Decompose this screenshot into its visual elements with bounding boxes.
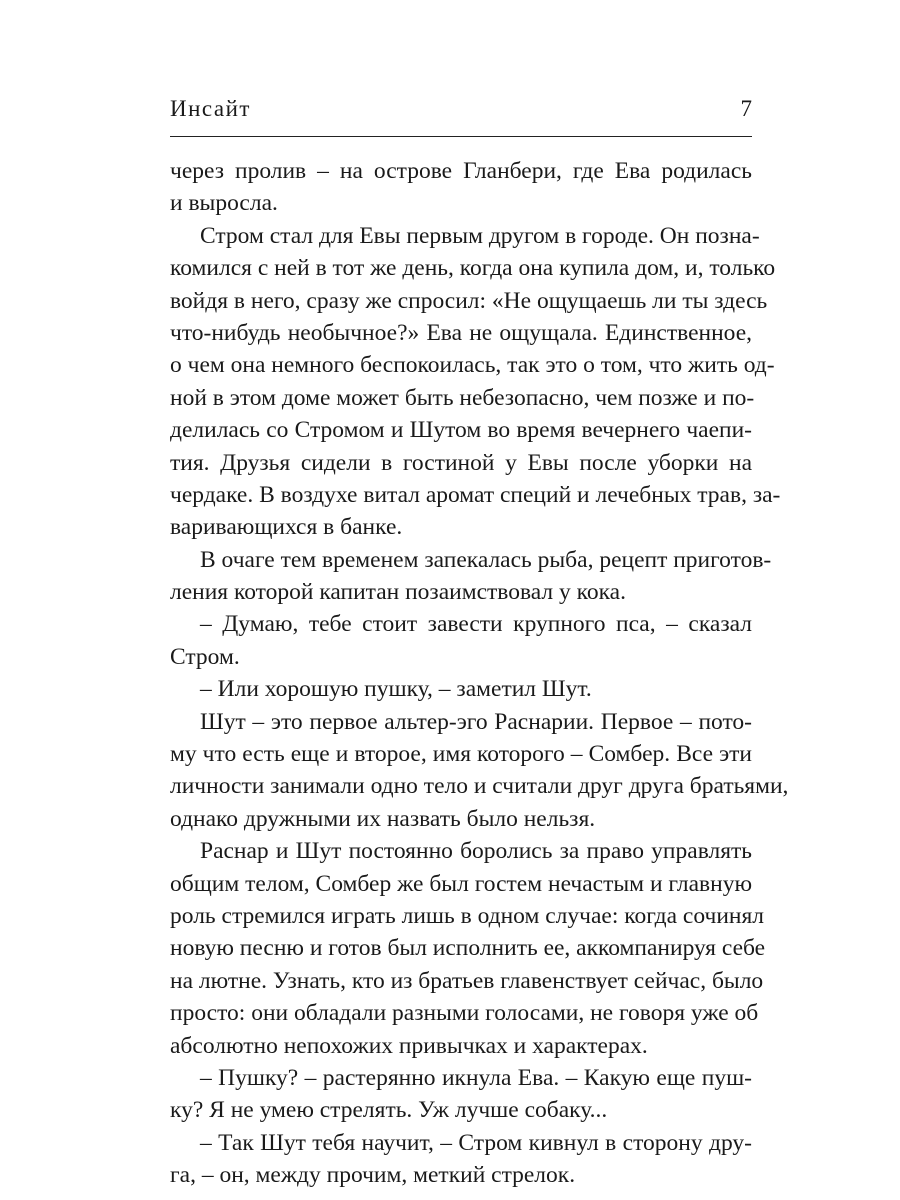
text-line: делилась со Стромом и Шутом во время вечернего чаепи-	[170, 417, 752, 444]
text-line: общим телом, Сомбер же был гостем нечастым и главную	[170, 870, 752, 897]
text-line: ку? Я не умею стрелять. Уж лучше собаку...	[170, 1097, 608, 1124]
running-title: Инсайт	[170, 96, 251, 121]
text-line: просто: они обладали разными голосами, не говоря уже об	[170, 1000, 759, 1027]
text-line: о чем она немного беспокоилась, так это о том, что жить од-	[170, 352, 775, 379]
page-number: 7	[740, 96, 752, 121]
text-line: чердаке. В воздухе витал аромат специй и лечебных трав, за-	[170, 481, 781, 508]
text-line: Стром.	[170, 643, 240, 670]
text-line: комился с ней в тот же день, когда она купила дом, и, только	[170, 255, 776, 282]
text-line: войдя в него, сразу же спросил: «Не ощущаешь ли ты здесь	[170, 287, 768, 314]
text-line: личности занимали одно тело и считали друг друга братьями,	[170, 773, 789, 800]
text-line: на лютне. Узнать, кто из братьев главенствует сейчас, было	[170, 967, 764, 994]
text-line: и выросла.	[170, 190, 278, 217]
text-line: Шут – это первое альтер-эго Раснарии. Первое – пото-	[200, 708, 752, 735]
text-line: варивающихся в банке.	[170, 514, 403, 541]
text-line: га, – он, между прочим, меткий стрелок.	[170, 1162, 576, 1189]
text-line: абсолютно непохожих привычках и характерах.	[170, 1032, 648, 1059]
text-line: – Пушку? – растерянно икнула Ева. – Какую еще пуш-	[200, 1064, 752, 1091]
text-line: новую песню и готов был исполнить ее, аккомпанируя себе	[170, 935, 766, 962]
text-line: – Или хорошую пушку, – заметил Шут.	[200, 676, 592, 703]
text-line: В очаге тем временем запекалась рыба, рецепт приготов-	[200, 546, 772, 573]
text-line: роль стремился играть лишь в одном случае: когда сочинял	[170, 902, 765, 929]
text-line: ления которой капитан позаимствовал у кока.	[170, 579, 626, 606]
page-header	[170, 96, 752, 137]
text-line: тия. Друзья сидели в гостиной у Евы после уборки на	[170, 449, 752, 476]
body-text	[170, 155, 789, 1192]
text-line: – Думаю, тебе стоит завести крупного пса, – сказал	[200, 611, 752, 638]
text-line: через пролив – на острове Гланбери, где Ева родилась	[170, 158, 752, 184]
text-line: Стром стал для Евы первым другом в городе. Он позна-	[200, 222, 760, 249]
text-line: ной в этом доме может быть небезопасно, чем позже и по-	[170, 384, 755, 411]
text-line: – Так Шут тебя научит, – Стром кивнул в сторону дру-	[200, 1129, 752, 1156]
text-line: что-нибудь необычное?» Ева не ощущала. Единственное,	[170, 319, 752, 346]
text-line: Раснар и Шут постоянно боролись за право управлять	[200, 838, 752, 865]
text-line: однако дружными их назвать было нельзя.	[170, 805, 596, 832]
text-line: му что есть еще и второе, имя которого – Сомбер. Все эти	[170, 741, 752, 768]
